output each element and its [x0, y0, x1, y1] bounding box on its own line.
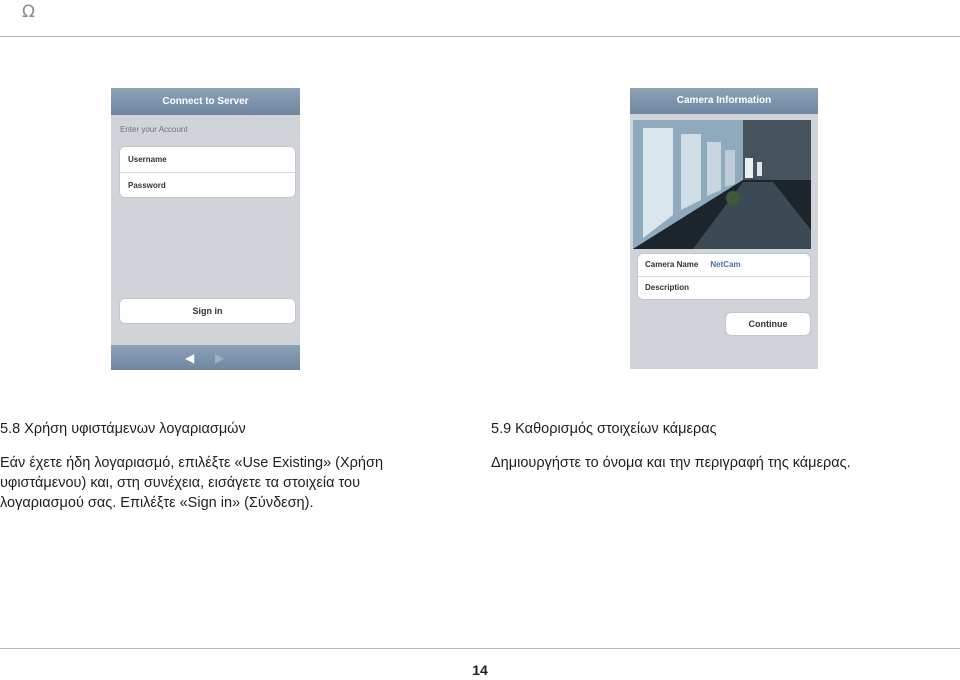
camera-fields — [637, 253, 811, 300]
password-field[interactable]: Password — [120, 172, 295, 198]
bottom-toolbar — [111, 345, 300, 370]
camera-name-value[interactable]: NetCam — [710, 260, 741, 269]
screen-title: Connect to Server — [111, 88, 300, 115]
camera-name-label: Camera Name — [645, 260, 699, 269]
header-rule — [0, 36, 960, 37]
camera-information-screenshot — [630, 88, 818, 369]
section-5-8-heading: 5.8 Χρήση υφιστάμενων λογαριασμών — [0, 421, 246, 437]
camera-name-field[interactable] — [638, 254, 810, 276]
camera-preview-image — [633, 120, 811, 249]
enter-account-label: Enter your Account — [120, 125, 188, 134]
footer-rule — [0, 648, 960, 649]
screen-title: Camera Information — [630, 88, 818, 114]
forward-arrow-icon[interactable]: ▶ — [215, 351, 225, 365]
continue-button[interactable]: Continue — [725, 312, 811, 336]
sign-in-button[interactable]: Sign in — [119, 298, 296, 324]
description-field[interactable]: Description — [638, 276, 810, 299]
body-line: Δημιουργήστε το όνομα και την περιγραφή της κάμερας. — [491, 455, 851, 471]
corridor-photo — [633, 120, 811, 249]
body-line: Εάν έχετε ήδη λογαριασμό, επιλέξτε «Use Existing» (Χρήση — [0, 455, 384, 471]
body-line: υφιστάμενου) και, στη συνέχεια, εισάγετε τα στοιχεία του — [0, 475, 361, 491]
login-fields — [119, 146, 296, 198]
connect-to-server-screenshot — [111, 88, 300, 370]
username-field[interactable]: Username — [128, 155, 167, 164]
page-number: 14 — [472, 662, 488, 678]
body-line: λογαριασμού σας. Επιλέξτε «Sign in» (Σύνδεση). — [0, 495, 314, 511]
section-5-9-body — [491, 453, 956, 473]
section-5-9-heading: 5.9 Καθορισμός στοιχείων κάμερας — [491, 421, 717, 437]
section-5-8-body — [0, 453, 470, 513]
brand-logo-icon: Ω — [22, 2, 35, 22]
back-arrow-icon[interactable]: ◀ — [185, 351, 195, 365]
